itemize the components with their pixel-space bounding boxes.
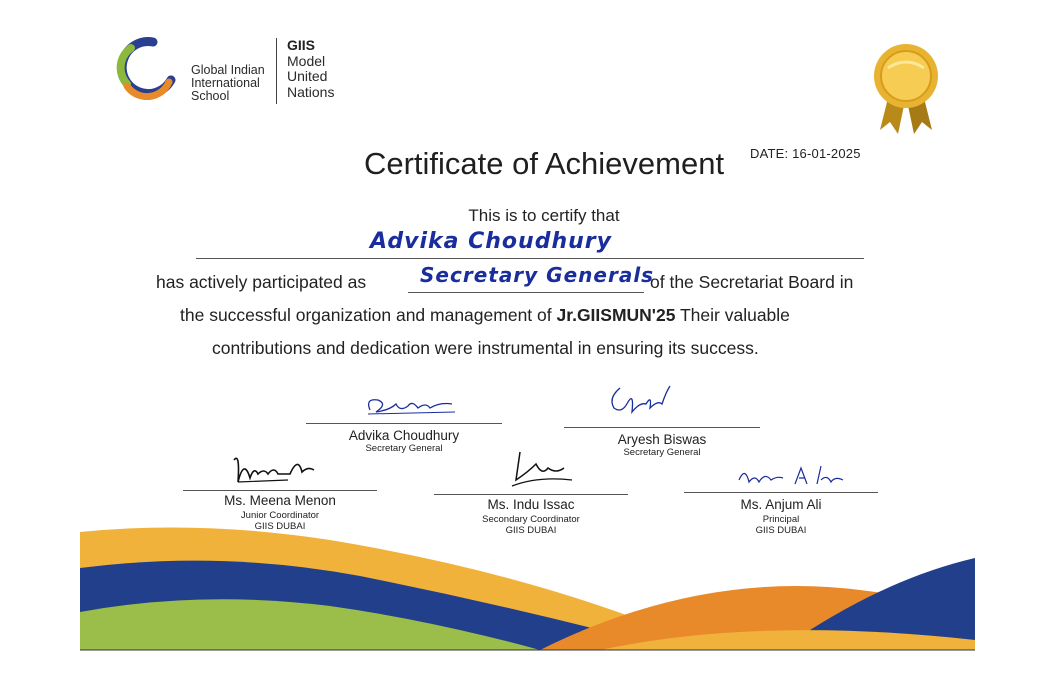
body-line-2 <box>180 305 790 326</box>
signature-line-advika <box>306 423 502 424</box>
signatory-name-anjum: Ms. Anjum Ali <box>740 497 822 512</box>
event-name: Jr.GIISMUN'25 <box>556 305 676 325</box>
signature-line-indu <box>434 494 628 495</box>
signature-aryesh <box>600 378 680 422</box>
body-line-1-suffix: of the Secretariat Board in <box>650 272 854 292</box>
certify-intro: This is to certify that <box>468 206 620 225</box>
mun-name: GIIS Model United Nations <box>287 37 335 100</box>
school-name: Global Indian International School <box>191 63 265 103</box>
giis-logo-icon <box>113 34 179 100</box>
logo-divider <box>276 38 277 104</box>
signatory-role-advika: Secretary General <box>365 443 443 454</box>
role-line <box>408 292 644 293</box>
body-line-2-suffix: Their valuable <box>679 305 790 325</box>
body-line-2-prefix: the successful organization and management of <box>180 305 552 325</box>
signatory-role-anjum: Principal <box>762 514 800 525</box>
decorative-waves <box>0 520 1044 692</box>
signature-anjum <box>735 460 847 490</box>
recipient-line <box>196 258 864 259</box>
signatory-name-aryesh: Aryesh Biswas <box>617 432 707 447</box>
signatory-name-meena: Ms. Meena Menon <box>224 493 336 508</box>
signatory-org-indu: GIIS DUBAI <box>505 525 557 536</box>
signatory-name-advika: Advika Choudhury <box>348 428 460 443</box>
signatory-org-meena: GIIS DUBAI <box>254 521 306 532</box>
certificate-date: DATE: 16-01-2025 <box>750 146 861 161</box>
signature-line-meena <box>183 490 377 491</box>
signature-meena <box>228 448 328 488</box>
signatory-role-indu: Secondary Coordinator <box>482 514 580 525</box>
role-handwritten: Secretary Generals <box>420 263 655 287</box>
recipient-name: Advika Choudhury <box>370 229 612 254</box>
signatory-role-meena: Junior Coordinator <box>240 510 320 521</box>
signatory-org-anjum: GIIS DUBAI <box>755 525 807 536</box>
award-ribbon-icon <box>866 38 946 138</box>
school-logo <box>113 34 353 114</box>
signature-indu <box>508 446 578 490</box>
signature-line-anjum <box>684 492 878 493</box>
signatory-role-aryesh: Secretary General <box>623 447 701 458</box>
signature-advika <box>360 390 460 420</box>
body-line-1-prefix: has actively participated as <box>156 272 367 292</box>
certificate-title: Certificate of Achievement <box>363 146 725 181</box>
signature-line-aryesh <box>564 427 760 428</box>
body-line-3: contributions and dedication were instrumental in ensuring its success. <box>212 338 759 358</box>
signatory-name-indu: Ms. Indu Issac <box>487 497 575 512</box>
